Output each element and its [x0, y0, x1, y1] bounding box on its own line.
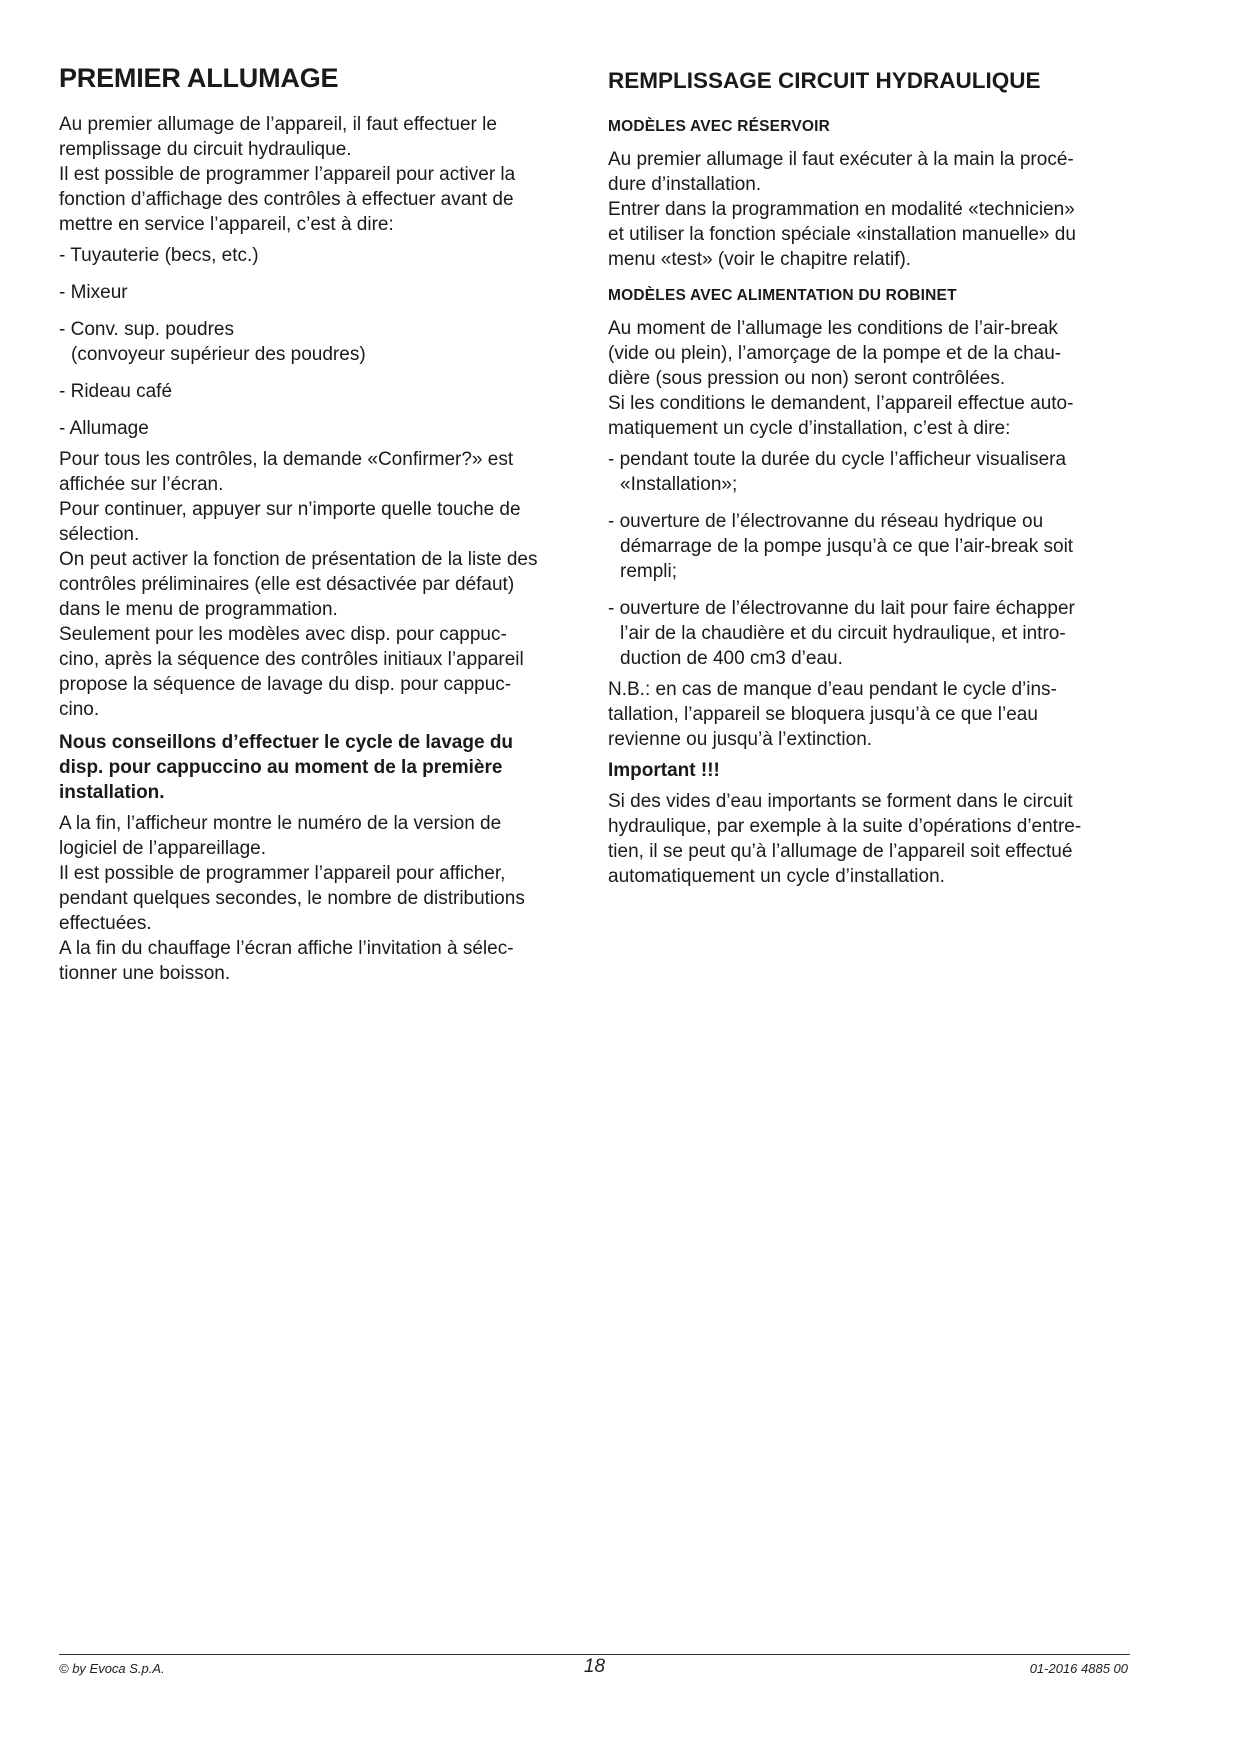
important-paragraph: Si des vides d’eau importants se forment dans le circuit hydraulique, par exemple à la suite d’opérations d’entre- tien, il se peut qu’à l’allumage de l’appareil soit effectué automatiquement un cycle d’installation.	[608, 791, 1082, 887]
important-label: Important !!!	[608, 760, 720, 781]
list-item: - pendant toute la durée du cycle l’afficheur visualisera «Installation»;	[608, 449, 1067, 495]
footer-divider	[59, 1654, 1130, 1655]
recommendation-note: Nous conseillons d’effectuer le cycle de lavage du disp. pour cappuccino au moment de la première installation.	[59, 732, 514, 803]
list-item: - Rideau café	[59, 381, 173, 402]
footer-doc-ref: 01-2016 4885 00	[1029, 1661, 1128, 1676]
final-paragraph: A la fin, l’afficheur montre le numéro de la version de logiciel de l’appareillage. Il est possible de programmer l’appareil pour afficher, pendant quelques secondes, le nombre de distributions effectuées. A la fin du chauffage l’écran affiche l’invitation à sélec- tionner une boisson.	[59, 813, 525, 984]
controls-list	[59, 243, 579, 441]
robinet-paragraph: Au moment de l’allumage les conditions de l’air-break (vide ou plein), l’amorçage de la pompe et de la chau- dière (sous pression ou non) seront contrôlées. Si les conditions le demandent, l’appareil effectue auto- matiquement un cycle d’installation, c’est à dire:	[608, 318, 1074, 439]
list-item: - ouverture de l’électrovanne du réseau hydrique ou démarrage de la pompe jusqu’à ce que l’air-break soit rempli;	[608, 511, 1074, 582]
reservoir-paragraph: Au premier allumage il faut exécuter à la main la procé- dure d’installation. Entrer dans la programmation en modalité «technicien» et utiliser la fonction spéciale «installation manuelle» du menu «test» (voir le chapitre relatif).	[608, 149, 1076, 270]
subheading-reservoir: MODÈLES AVEC RÉSERVOIR	[608, 118, 831, 135]
right-column	[608, 62, 1128, 895]
intro-paragraph: Au premier allumage de l’appareil, il faut effectuer le remplissage du circuit hydraulique. Il est possible de programmer l’appareil pour activer la fonction d’affichage des contrôles à effectuer avant de mettre en service l’appareil, c’est à dire:	[59, 114, 516, 235]
section-title-premier-allumage: PREMIER ALLUMAGE	[59, 63, 339, 93]
left-column	[59, 62, 579, 992]
installation-steps-list	[608, 447, 1128, 671]
list-item: - Tuyauterie (becs, etc.)	[59, 245, 259, 266]
section-title-remplissage: REMPLISSAGE CIRCUIT HYDRAULIQUE	[608, 68, 1041, 93]
list-item: - Allumage	[59, 418, 149, 439]
list-item: - ouverture de l’électrovanne du lait pour faire échapper l’air de la chaudière et du circuit hydraulique, et intro- duction de 400 cm3 d’eau.	[608, 598, 1075, 669]
list-item: - Mixeur	[59, 282, 128, 303]
list-item: - Conv. sup. poudres (convoyeur supérieur des poudres)	[59, 319, 366, 365]
page-number: 18	[583, 1656, 606, 1677]
nb-paragraph: N.B.: en cas de manque d’eau pendant le cycle d’ins- tallation, l’appareil se bloquera jusqu’à ce que l’eau revienne ou jusqu’à l’extinction.	[608, 679, 1057, 750]
subheading-robinet: MODÈLES AVEC ALIMENTATION DU ROBINET	[608, 287, 957, 304]
controls-paragraph: Pour tous les contrôles, la demande «Confirmer?» est affichée sur l’écran. Pour continuer, appuyer sur n’importe quelle touche de sélection. On peut activer la fonction de présentation de la liste des contrôles préliminaires (elle est désactivée par défaut) dans le menu de programmation. Seulement pour les modèles avec disp. pour cappuc- cino, après la séquence des contrôles initiaux l’appareil propose la séquence de lavage du disp. pour cappuc- cino.	[59, 449, 538, 720]
footer-copyright: © by Evoca S.p.A.	[59, 1661, 165, 1676]
